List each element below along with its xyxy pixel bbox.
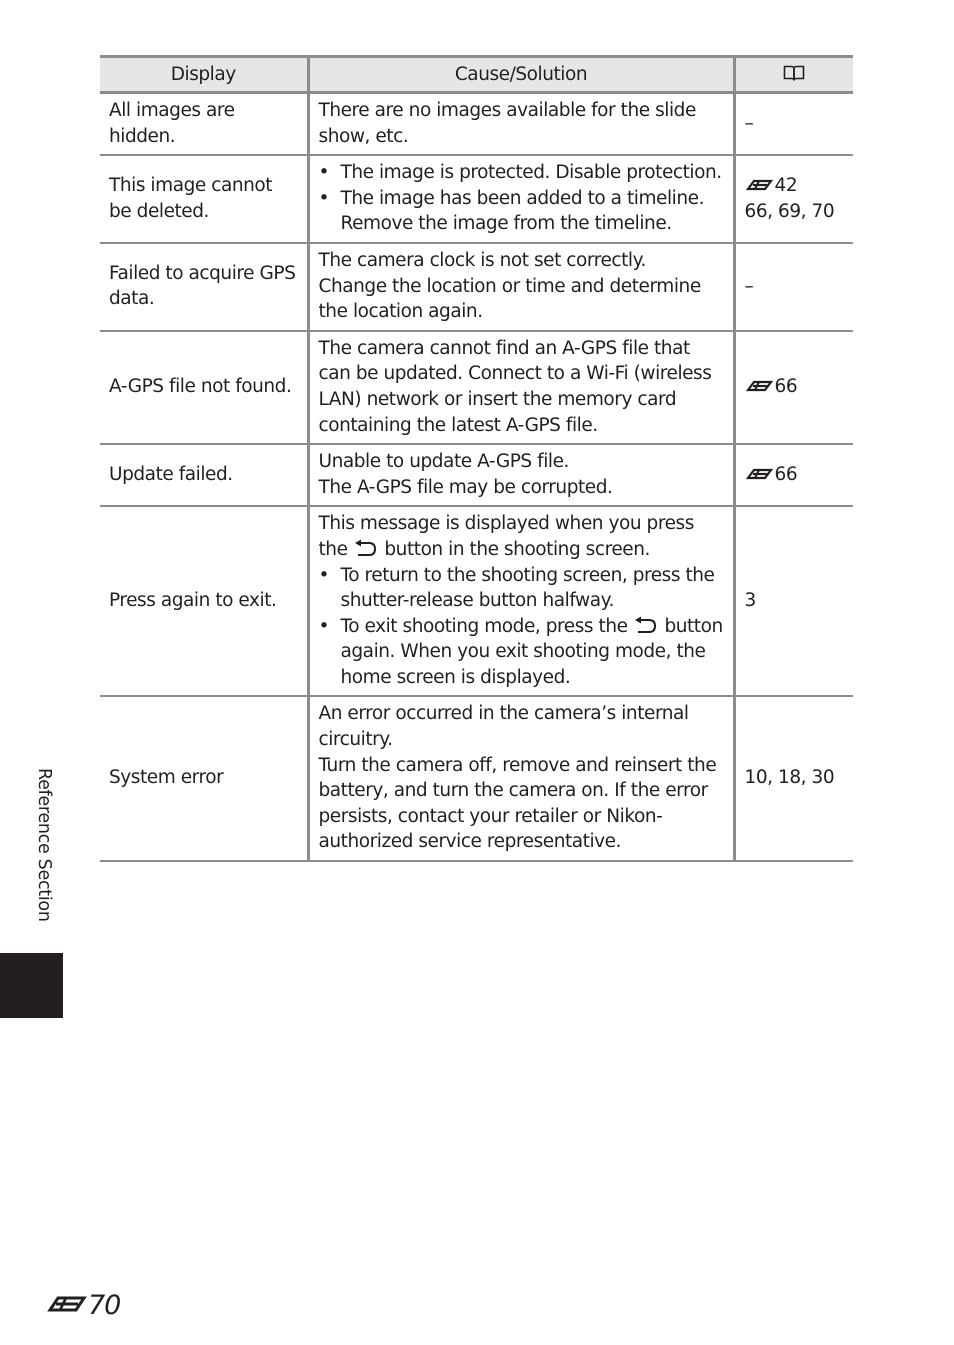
reference-cell bbox=[734, 331, 853, 444]
intro-text-after: button in the shooting screen. bbox=[384, 538, 650, 560]
cause-text: The camera clock is not set correctly. bbox=[318, 249, 646, 271]
reference-e-page: 66 bbox=[774, 376, 798, 398]
bullet-text: To exit shooting mode, press the bbox=[340, 615, 628, 637]
table-row bbox=[100, 444, 853, 506]
table-row bbox=[100, 155, 853, 243]
display-cell: Update failed. bbox=[100, 444, 308, 506]
display-cell: System error bbox=[100, 696, 308, 861]
reference-cell: – bbox=[734, 93, 853, 156]
cause-text: There are no images available for the slide show, etc. bbox=[318, 100, 696, 147]
cause-cell bbox=[308, 93, 734, 156]
cause-cell bbox=[308, 506, 734, 696]
page-number-text: 70 bbox=[88, 1290, 121, 1321]
cause-text: Unable to update A-GPS file. bbox=[318, 451, 569, 473]
reference-pages: 66, 69, 70 bbox=[744, 200, 835, 222]
header-reference bbox=[734, 57, 853, 93]
reference-cell: – bbox=[734, 243, 853, 331]
display-cell: All images are hidden. bbox=[100, 93, 308, 156]
reference-e-icon bbox=[745, 178, 775, 192]
table-header-row bbox=[100, 57, 853, 93]
reference-e-page: 66 bbox=[774, 463, 798, 485]
cause-cell bbox=[308, 155, 734, 243]
bullet-item: • The image has been added to a timeline. Remove the image from the timeline. bbox=[319, 186, 725, 237]
back-arrow-icon bbox=[353, 539, 379, 559]
bullet-item: • To return to the shooting screen, press the shutter-release button halfway. bbox=[319, 563, 725, 614]
display-cell: A-GPS file not found. bbox=[100, 331, 308, 444]
cause-cell bbox=[308, 243, 734, 331]
error-message-table bbox=[100, 55, 853, 862]
reference-e-link bbox=[745, 173, 846, 199]
table-row bbox=[100, 331, 853, 444]
cause-cell bbox=[308, 696, 734, 861]
reference-cell: 10, 18, 30 bbox=[734, 696, 853, 861]
reference-cell: 3 bbox=[734, 506, 853, 696]
page-number bbox=[46, 1290, 120, 1321]
reference-e-page: 42 bbox=[774, 174, 798, 196]
book-reference-icon bbox=[783, 64, 805, 82]
bullet-text-after: button again. When you exit shooting mode, the home screen is displayed. bbox=[340, 615, 723, 688]
reference-cell bbox=[734, 444, 853, 506]
header-display: Display bbox=[100, 57, 308, 93]
section-side-label: Reference Section bbox=[34, 768, 54, 922]
section-tab-marker bbox=[0, 953, 63, 1018]
table-row bbox=[100, 243, 853, 331]
reference-e-icon bbox=[745, 379, 775, 393]
cause-text bbox=[319, 511, 725, 562]
cause-cell bbox=[308, 444, 734, 506]
cause-text: Turn the camera off, remove and reinsert the battery, and turn the camera on. If the error persists, contact your retailer or Nikon-authorized service representative. bbox=[318, 754, 717, 853]
table-row bbox=[100, 93, 853, 156]
display-cell: Failed to acquire GPS data. bbox=[100, 243, 308, 331]
cause-cell bbox=[308, 331, 734, 444]
bullet-item bbox=[319, 614, 725, 691]
reference-e-icon bbox=[745, 467, 775, 481]
table-row bbox=[100, 696, 853, 861]
intro-text: This message is displayed when you press the bbox=[318, 513, 694, 560]
display-cell: This image cannot be deleted. bbox=[100, 155, 308, 243]
table-row bbox=[100, 506, 853, 696]
cause-text: An error occurred in the camera’s internal circuitry. bbox=[318, 703, 689, 751]
cause-text: The camera cannot find an A-GPS file that can be updated. Connect to a Wi-Fi (wireless LAN) network or insert the memory card containing the latest A-GPS file. bbox=[318, 337, 712, 436]
bullet-item: • The image is protected. Disable protection. bbox=[319, 160, 725, 186]
reference-cell bbox=[734, 155, 853, 243]
cause-text: Change the location or time and determine the location again. bbox=[318, 275, 701, 323]
display-cell: Press again to exit. bbox=[100, 506, 308, 696]
reference-e-icon bbox=[46, 1294, 88, 1314]
header-cause-solution: Cause/Solution bbox=[308, 57, 734, 93]
cause-text: The A-GPS file may be corrupted. bbox=[318, 476, 613, 498]
back-arrow-icon bbox=[633, 616, 659, 636]
